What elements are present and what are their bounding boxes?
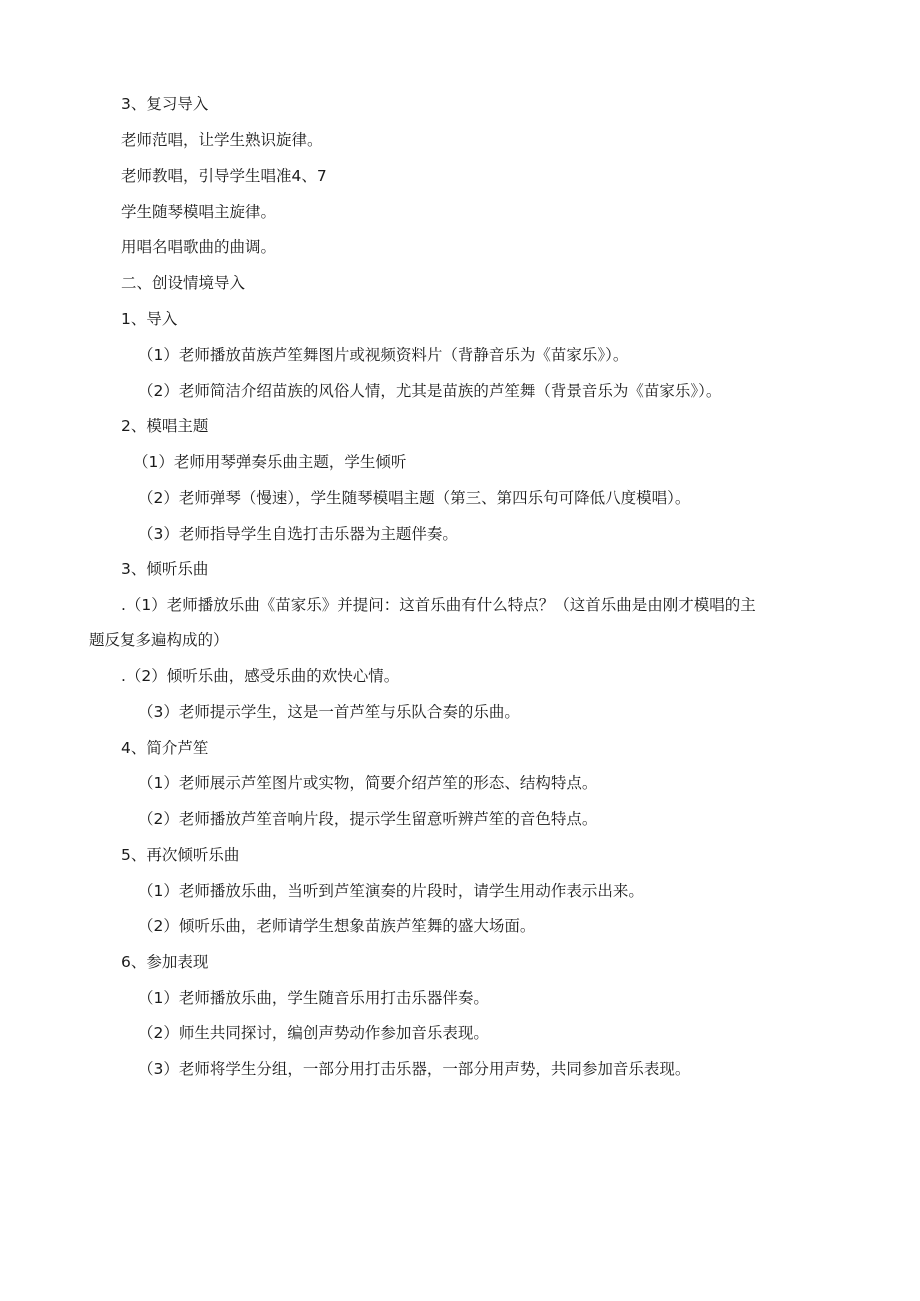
text-line: （2）老师播放芦笙音响片段，提示学生留意听辨芦笙的音色特点。 — [138, 810, 598, 828]
subheading-sing-theme: 2、模唱主题 — [121, 417, 209, 435]
text-line: 学生随琴模唱主旋律。 — [121, 203, 277, 221]
heading-review-intro: 3、复习导入 — [121, 95, 209, 113]
subheading-perform: 6、参加表现 — [121, 953, 209, 971]
text-line: 老师教唱，引导学生唱准4、7 — [121, 167, 327, 185]
text-line: 用唱名唱歌曲的曲调。 — [121, 238, 277, 256]
text-line: （1）老师播放乐曲，当听到芦笙演奏的片段时，请学生用动作表示出来。 — [138, 882, 644, 900]
text-line: （1）老师展示芦笙图片或实物，简要介绍芦笙的形态、结构特点。 — [138, 774, 598, 792]
text-line: （1）老师播放苗族芦笙舞图片或视频资料片（背静音乐为《苗家乐》）。 — [138, 346, 629, 364]
subheading-lusheng: 4、简介芦笙 — [121, 739, 209, 757]
text-line: （2）倾听乐曲，老师请学生想象苗族芦笙舞的盛大场面。 — [138, 917, 536, 935]
text-line: （2）老师弹琴（慢速），学生随琴模唱主题（第三、第四乐句可降低八度模唱）。 — [138, 489, 691, 507]
text-line: （3）老师指导学生自选打击乐器为主题伴奏。 — [138, 525, 458, 543]
subheading-listen: 3、倾听乐曲 — [121, 560, 209, 578]
text-line: （1）老师播放乐曲，学生随音乐用打击乐器伴奏。 — [138, 989, 489, 1007]
subheading-listen-again: 5、再次倾听乐曲 — [121, 846, 240, 864]
text-line: .（2）倾听乐曲，感受乐曲的欢快心情。 — [121, 667, 400, 685]
section-heading: 二、创设情境导入 — [121, 274, 246, 292]
text-line: （1）老师用琴弹奏乐曲主题，学生倾听 — [133, 453, 407, 471]
subheading-intro: 1、导入 — [121, 310, 178, 328]
text-line: （3）老师提示学生，这是一首芦笙与乐队合奏的乐曲。 — [138, 703, 520, 721]
text-line: （2）老师简洁介绍苗族的风俗人情，尤其是苗族的芦笙舞（背景音乐为《苗家乐》）。 — [138, 382, 722, 400]
text-line: （2）师生共同探讨，编创声势动作参加音乐表现。 — [138, 1024, 489, 1042]
text-line-continuation: 题反复多遍构成的） — [89, 631, 229, 649]
text-line: .（1）老师播放乐曲《苗家乐》并提问：这首乐曲有什么特点？（这首乐曲是由刚才模唱的主 — [121, 596, 756, 614]
text-line: 老师范唱，让学生熟识旋律。 — [121, 131, 323, 149]
text-line: （3）老师将学生分组，一部分用打击乐器，一部分用声势，共同参加音乐表现。 — [138, 1060, 691, 1078]
